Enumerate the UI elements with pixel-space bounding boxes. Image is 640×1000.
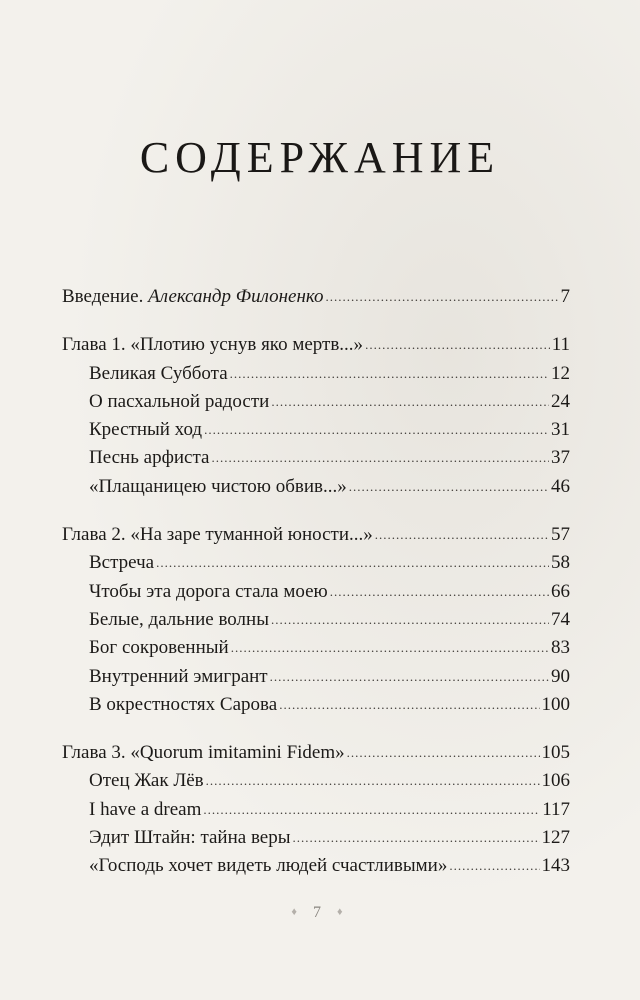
toc-chapter-heading[interactable] <box>62 331 570 359</box>
dot-leader <box>330 577 549 606</box>
dot-leader <box>211 443 549 472</box>
toc-chapter-heading[interactable] <box>62 521 570 549</box>
toc-section-entry[interactable] <box>62 416 570 444</box>
toc-page-number: 7 <box>560 286 570 307</box>
toc-chapter-heading[interactable] <box>62 739 570 767</box>
toc-entry-label: Великая Суббота <box>89 362 228 384</box>
toc-page-number: 106 <box>541 770 570 792</box>
toc-section-entry[interactable] <box>62 360 570 388</box>
page-title: СОДЕРЖАНИЕ <box>139 133 501 182</box>
toc-entry-label: Отец Жак Лёв <box>89 770 204 792</box>
toc-page-number: 74 <box>551 608 570 630</box>
toc-entry-label: О пасхальной радости <box>89 390 270 412</box>
toc-section-entry[interactable] <box>62 578 570 606</box>
toc-chapter-1 <box>62 331 570 501</box>
dot-leader <box>271 605 549 634</box>
toc-section-entry[interactable] <box>62 691 570 719</box>
toc-entry-label: Крестный ход <box>89 419 203 441</box>
toc-entry-label: Песнь арфиста <box>89 447 210 469</box>
dot-leader <box>365 330 550 359</box>
ornament-icon: ♦ <box>291 906 303 918</box>
toc-section-entry[interactable] <box>62 473 570 501</box>
toc-section-entry[interactable] <box>62 444 570 472</box>
toc-entry-label: «Плащаницею чистою обвив...» <box>89 475 347 497</box>
page-folio <box>0 904 640 922</box>
toc-page-number: 117 <box>542 798 570 820</box>
toc-entry-label: Введение. Александр Филоненко <box>62 286 324 307</box>
toc-page-number: 46 <box>551 475 570 497</box>
toc-section-entry[interactable] <box>62 796 570 824</box>
dot-leader <box>203 795 540 824</box>
toc-chapter-2 <box>62 521 570 719</box>
toc-page-number: 11 <box>551 334 570 356</box>
dot-leader <box>293 823 540 852</box>
toc-section-entry[interactable] <box>62 606 570 634</box>
toc-chapter-3 <box>62 739 570 880</box>
toc-entry-label: Глава 2. «На заре туманной юности...» <box>62 524 373 546</box>
toc-section-entry[interactable] <box>62 663 570 691</box>
toc-entry-label: I have a dream <box>89 798 202 820</box>
toc-entry-label: «Господь хочет видеть людей счастливыми» <box>89 855 448 877</box>
toc-page-number: 66 <box>551 580 570 602</box>
dot-leader <box>156 548 549 577</box>
folio-page-number: 7 <box>313 904 327 921</box>
toc-section-entry[interactable] <box>62 824 570 852</box>
toc-entry-label: В окрестностях Сарова <box>89 693 278 715</box>
toc-page-number: 100 <box>541 693 570 715</box>
toc-entry-label: Бог сокровенный <box>89 637 229 659</box>
toc-page-number: 90 <box>551 665 570 687</box>
toc-page-number: 127 <box>541 827 570 849</box>
dot-leader <box>270 662 549 691</box>
toc-entry-author: Александр Филоненко <box>148 286 324 307</box>
toc-entry-label: Эдит Штайн: тайна веры <box>89 827 291 849</box>
toc-page-number: 31 <box>551 419 570 441</box>
toc-page-number: 83 <box>551 637 570 659</box>
dot-leader <box>204 415 549 444</box>
dot-leader <box>206 766 540 795</box>
table-of-contents <box>62 283 570 901</box>
ornament-icon: ♦ <box>337 906 349 918</box>
toc-page-number: 57 <box>551 524 570 546</box>
toc-entry-intro[interactable] <box>62 283 570 311</box>
toc-section-entry[interactable] <box>62 767 570 795</box>
toc-page-number: 24 <box>551 390 570 412</box>
dot-leader <box>271 387 549 416</box>
dot-leader <box>279 690 539 719</box>
dot-leader <box>449 851 539 880</box>
dot-leader <box>347 738 540 767</box>
toc-section-entry[interactable] <box>62 634 570 662</box>
toc-section-entry[interactable] <box>62 549 570 577</box>
toc-page-number: 105 <box>541 742 570 764</box>
toc-entry-label: Глава 3. «Quorum imitamini Fidem» <box>62 742 345 764</box>
toc-entry-label: Внутренний эмигрант <box>89 665 268 687</box>
toc-page-number: 143 <box>541 855 570 877</box>
toc-entry-label: Белые, дальние волны <box>89 608 269 630</box>
toc-section-entry[interactable] <box>62 852 570 880</box>
toc-entry-label: Чтобы эта дорога стала моею <box>89 580 328 602</box>
dot-leader <box>326 282 559 311</box>
dot-leader <box>231 633 549 662</box>
toc-entry-label: Глава 1. «Плотию уснув яко мертв...» <box>62 334 364 356</box>
dot-leader <box>375 520 549 549</box>
toc-page-number: 12 <box>551 362 570 384</box>
toc-page-number: 58 <box>551 552 570 574</box>
toc-entry-label: Встреча <box>89 552 155 574</box>
dot-leader <box>349 472 549 501</box>
toc-intro-group <box>62 283 570 311</box>
toc-page-number: 37 <box>551 447 570 469</box>
dot-leader <box>230 359 549 388</box>
toc-section-entry[interactable] <box>62 388 570 416</box>
